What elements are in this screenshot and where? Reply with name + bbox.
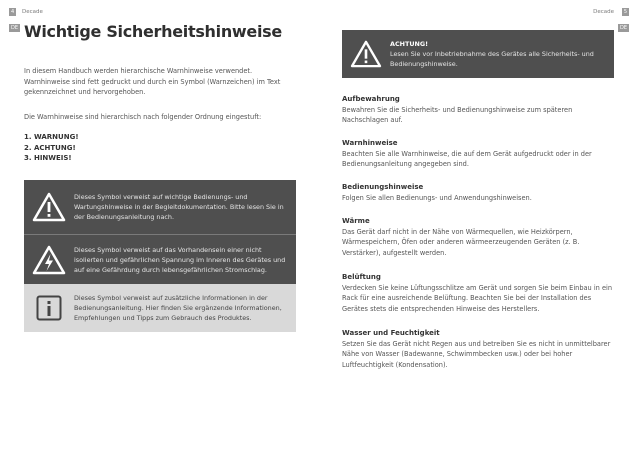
section-warnhinweise <box>342 138 614 170</box>
section-heading: Wasser und Feuchtigkeit <box>342 329 440 337</box>
section-heading: Belüftung <box>342 273 381 281</box>
high-voltage-icon <box>24 245 74 275</box>
info-icon <box>24 295 74 321</box>
brand-left: Decade <box>22 9 43 15</box>
symbol-box-info <box>24 284 296 332</box>
symbol-description: Dieses Symbol verweist auf wichtige Bedienungs- und Wartungshinweise in der Begleitdokumentation. Bitte lesen Sie in der Bedienungsanleitung nach. <box>74 193 284 221</box>
list-item: 2. ACHTUNG! <box>24 143 76 152</box>
list-item: 1. WARNUNG! <box>24 133 79 141</box>
section-text: Beachten Sie alle Warnhinweise, die auf dem Gerät aufgedruckt oder in der Bedienungsanleitung angegeben sind. <box>342 149 592 168</box>
section-text: Bewahren Sie die Sicherheits- und Bedienungshinweise zum späteren Nachschlagen auf. <box>342 105 573 124</box>
section-text: Das Gerät darf nicht in der Nähe von Wärmequellen, wie Heizkörpern, Wärmespeichern, Öfen oder anderen wärmeerzeugenden Geräten (z. B. Verstärker), aufgestellt werden. <box>342 227 580 257</box>
section-text: Folgen Sie allen Bedienungs- und Anwendungshinweisen. <box>342 193 532 202</box>
symbol-box-voltage <box>24 234 296 284</box>
symbol-description: Dieses Symbol verweist auf zusätzliche Informationen in der Bedienungsanleitung. Hier finden Sie ergänzende Informationen, Empfehlungen und Tipps zum Gebrauch des Produktes. <box>74 294 282 322</box>
brand-right: Decade <box>593 9 614 15</box>
language-tag-left: DE <box>11 25 19 31</box>
symbol-description: Dieses Symbol verweist auf das Vorhandensein einer nicht isolierten und gefährlichen Spannung im Inneren des Gerätes und auf eine Gefährdung durch lebensgefährlichen Stromschlag. <box>74 245 286 274</box>
order-paragraph: Die Warnhinweise sind hierarchisch nach folgender Ordnung eingestuft: <box>24 113 262 121</box>
section-wasser-feuchtigkeit <box>342 328 614 370</box>
page-number-left: 4 <box>11 9 15 15</box>
symbol-box-warning <box>24 180 296 234</box>
achtung-heading: ACHTUNG! <box>390 40 429 48</box>
achtung-box <box>342 30 614 78</box>
section-aufbewahrung <box>342 94 614 126</box>
section-heading: Warnhinweise <box>342 139 398 147</box>
language-tag-right: DE <box>619 25 627 31</box>
achtung-text: Lesen Sie vor Inbetriebnahme des Gerätes alle Sicherheits- und Bedienungshinweise. <box>390 50 594 68</box>
intro-paragraph: In diesem Handbuch werden hierarchische Warnhinweise verwendet. Warnhinweise sind fett gedruckt und durch ein Symbol (Warnzeichen) im Text gekennzeichnet und hervorgehoben. <box>24 67 281 96</box>
section-heading: Aufbewahrung <box>342 95 400 103</box>
section-text: Verdecken Sie keine Lüftungsschlitze am Gerät und sorgen Sie beim Einbau in ein Rack für eine ausreichende Belüftung. Beachten Sie bei der Installation des Gerätes stets die entsprechenden Hinweise des Herstellers. <box>342 283 613 313</box>
section-heading: Bedienungshinweise <box>342 183 424 191</box>
section-waerme <box>342 216 614 258</box>
warning-triangle-icon <box>24 192 74 222</box>
section-belueftung <box>342 272 614 314</box>
page-number-right: 5 <box>623 9 627 15</box>
page-title: Wichtige Sicherheitshinweise <box>24 22 282 41</box>
section-bedienungshinweise <box>342 182 614 203</box>
warning-levels-list <box>24 132 79 164</box>
warning-triangle-icon <box>342 40 390 68</box>
section-text: Setzen Sie das Gerät nicht Regen aus und betreiben Sie es nicht in unmittelbarer Nähe von Wasser (Badewanne, Schwimmbecken usw.) oder bei hoher Luftfeuchtigkeit (Kondensation). <box>342 339 611 369</box>
section-heading: Wärme <box>342 217 370 225</box>
list-item: 3. HINWEIS! <box>24 154 72 162</box>
